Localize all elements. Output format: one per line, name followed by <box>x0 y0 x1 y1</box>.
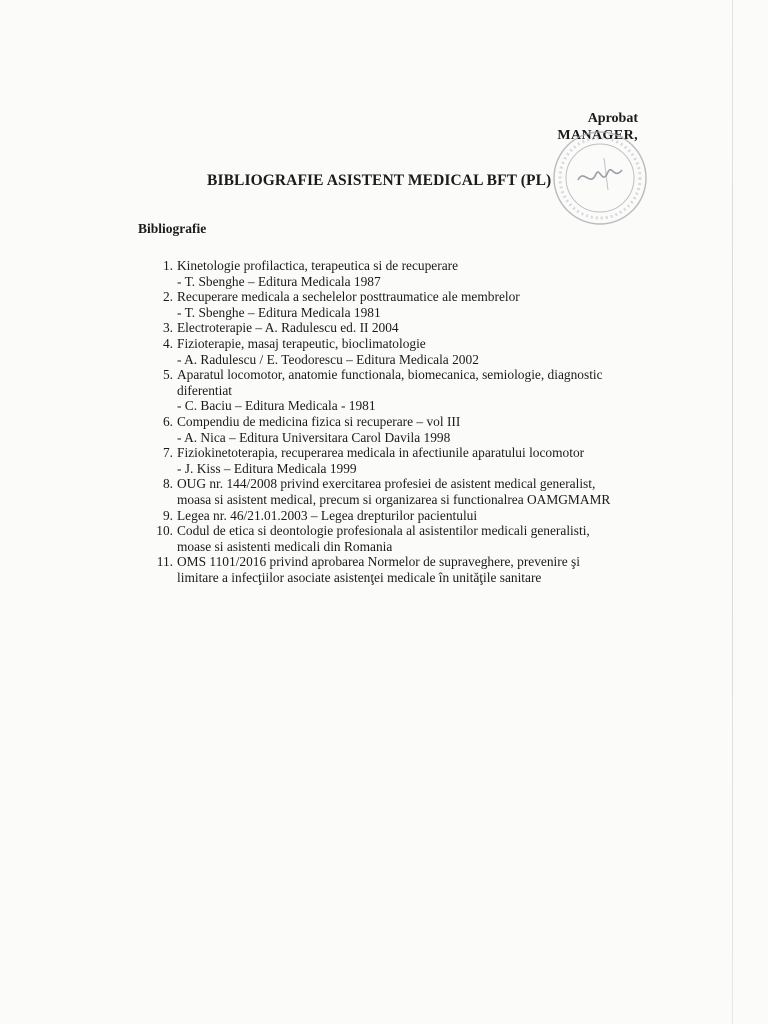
item-text-line: OMS 1101/2016 privind aprobarea Normelor de supraveghere, prevenire şi <box>177 554 580 570</box>
item-text-line: Electroterapie – A. Radulescu ed. II 2004 <box>177 320 399 336</box>
item-text-line: Kinetologie profilactica, terapeutica si de recuperare <box>177 258 459 273</box>
item-text-line: Compendiu de medicina fizica si recuperare – vol III <box>177 413 461 429</box>
bibliography-item <box>142 414 662 445</box>
item-number: 7. <box>162 445 173 461</box>
page-edge-divider <box>732 0 733 1024</box>
approval-label: Aprobat <box>587 111 638 126</box>
item-number: 1. <box>162 258 173 273</box>
item-number: 6. <box>162 413 173 429</box>
item-number: 8. <box>162 476 173 492</box>
item-text-line: Fiziokinetoterapia, recuperarea medicala in afectiunile aparatului locomotor <box>177 445 585 461</box>
item-number: 9. <box>162 507 173 523</box>
item-text-line: - T. Sbenghe – Editura Medicala 1981 <box>177 304 381 320</box>
item-number: 5. <box>162 367 173 383</box>
item-text-line: - T. Sbenghe – Editura Medicala 1987 <box>177 273 381 289</box>
official-stamp-icon <box>550 128 650 228</box>
item-text-line: OUG nr. 144/2008 privind exercitarea profesiei de asistent medical generalist, <box>177 476 596 492</box>
item-text-line: moase si asistenti medicali din Romania <box>177 538 393 554</box>
item-text-line: - A. Nica – Editura Universitara Carol Davila 1998 <box>177 429 451 445</box>
bibliography-item <box>142 320 662 336</box>
item-text-line: - J. Kiss – Editura Medicala 1999 <box>177 460 357 476</box>
bibliography-list <box>142 258 662 585</box>
section-heading: Bibliografie <box>138 221 207 236</box>
item-text-line: Codul de etica si deontologie profesionala al asistentilor medicali generalisti, <box>177 523 590 539</box>
item-text-line: - C. Baciu – Editura Medicala - 1981 <box>177 398 376 414</box>
bibliography-item <box>142 476 662 507</box>
item-text-line: limitare a infecţiilor asociate asistenţei medicale în unităţile sanitare <box>177 569 542 585</box>
bibliography-item <box>142 258 662 289</box>
item-number: 11. <box>156 554 173 570</box>
item-number: 10. <box>156 523 173 539</box>
bibliography-item <box>142 523 662 554</box>
item-number: 2. <box>162 289 173 305</box>
item-number: 3. <box>162 320 173 336</box>
bibliography-item <box>142 367 662 414</box>
item-text-line: Legea nr. 46/21.01.2003 – Legea drepturilor pacientului <box>177 507 478 523</box>
bibliography-item <box>142 336 662 367</box>
item-text-line: Aparatul locomotor, anatomie functionala, biomecanica, semiologie, diagnostic <box>177 367 603 383</box>
item-text-line: - A. Radulescu / E. Teodorescu – Editura Medicala 2002 <box>177 351 479 367</box>
item-text-line: diferentiat <box>177 382 233 398</box>
item-text-line: Recuperare medicala a sechelelor posttraumatice ale membrelor <box>177 289 520 305</box>
item-number: 4. <box>162 335 173 351</box>
bibliography-item <box>142 508 662 524</box>
approval-role: MANAGER, <box>557 128 638 143</box>
item-text-line: moasa si asistent medical, precum si organizarea si functionalrea OAMGMAMR <box>177 491 611 507</box>
bibliography-item <box>142 554 662 585</box>
item-text-line: Fizioterapie, masaj terapeutic, bioclimatologie <box>177 335 426 351</box>
document-title: BIBLIOGRAFIE ASISTENT MEDICAL BFT (PL) <box>207 172 552 189</box>
bibliography-item <box>142 289 662 320</box>
bibliography-item <box>142 445 662 476</box>
